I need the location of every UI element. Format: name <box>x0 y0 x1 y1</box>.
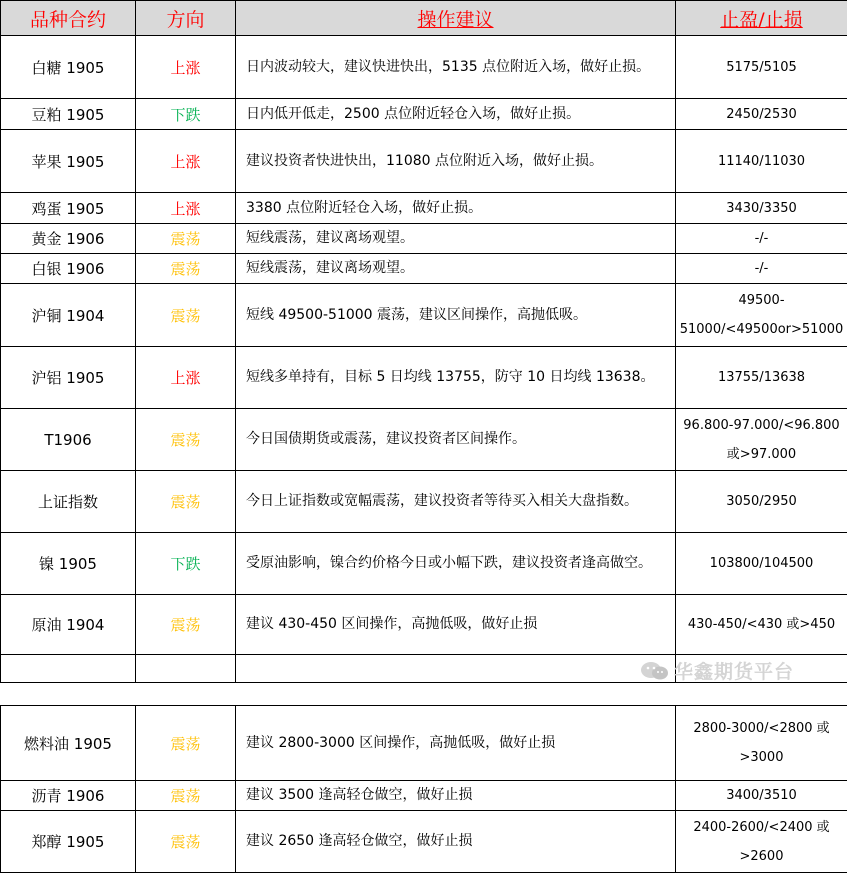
stop-cell: -/- <box>676 224 847 254</box>
stop-cell: 2400-2600/<2400 或>2600 <box>676 811 847 873</box>
variety-cell: 燃料油 1905 <box>1 706 136 781</box>
stop-cell: 11140/11030 <box>676 130 847 193</box>
stop-cell: 49500-51000/<49500or>51000 <box>676 284 847 347</box>
header-advice: 操作建议 <box>236 1 676 36</box>
table-row <box>1 595 847 655</box>
direction-cell: 震荡 <box>136 706 236 781</box>
advice-cell: 建议 430-450 区间操作，高抛低吸，做好止损 <box>236 595 676 655</box>
variety-cell: 沪铝 1905 <box>1 347 136 409</box>
direction-cell: 上涨 <box>136 193 236 224</box>
advice-cell: 短线震荡，建议离场观望。 <box>236 254 676 284</box>
wechat-icon <box>640 661 670 681</box>
stop-cell: 3050/2950 <box>676 471 847 533</box>
stop-cell: 96.800-97.000/<96.800 或>97.000 <box>676 409 847 471</box>
advice-cell: 建议 3500 逢高轻仓做空，做好止损 <box>236 781 676 811</box>
stop-cell: 2800-3000/<2800 或>3000 <box>676 706 847 781</box>
variety-cell: 白银 1906 <box>1 254 136 284</box>
stop-cell: 5175/5105 <box>676 36 847 99</box>
table-row <box>1 533 847 595</box>
stop-cell: -/- <box>676 254 847 284</box>
variety-cell: 沥青 1906 <box>1 781 136 811</box>
stop-cell: 103800/104500 <box>676 533 847 595</box>
variety-cell: 苹果 1905 <box>1 130 136 193</box>
variety-cell: 郑醇 1905 <box>1 811 136 873</box>
advice-cell: 短线 49500-51000 震荡，建议区间操作，高抛低吸。 <box>236 284 676 347</box>
table-row <box>1 130 847 193</box>
advice-cell: 今日上证指数或宽幅震荡，建议投资者等待买入相关大盘指数。 <box>236 471 676 533</box>
variety-cell: 原油 1904 <box>1 595 136 655</box>
advice-cell: 短线震荡，建议离场观望。 <box>236 224 676 254</box>
table-row <box>1 99 847 130</box>
variety-cell: 鸡蛋 1905 <box>1 193 136 224</box>
direction-cell: 震荡 <box>136 284 236 347</box>
direction-cell: 下跌 <box>136 533 236 595</box>
direction-cell: 震荡 <box>136 224 236 254</box>
variety-cell: 上证指数 <box>1 471 136 533</box>
variety-cell: 镍 1905 <box>1 533 136 595</box>
strategy-table-continued <box>0 705 847 873</box>
watermark <box>640 657 794 684</box>
direction-cell: 震荡 <box>136 409 236 471</box>
advice-cell: 短线多单持有，目标 5 日均线 13755，防守 10 日均线 13638。 <box>236 347 676 409</box>
variety-cell: 黄金 1906 <box>1 224 136 254</box>
direction-cell: 上涨 <box>136 130 236 193</box>
direction-cell: 震荡 <box>136 471 236 533</box>
table-row <box>1 781 847 811</box>
table-row <box>1 254 847 284</box>
direction-cell: 下跌 <box>136 99 236 130</box>
direction-cell: 震荡 <box>136 781 236 811</box>
direction-cell: 上涨 <box>136 36 236 99</box>
stop-cell: 13755/13638 <box>676 347 847 409</box>
table-row <box>1 409 847 471</box>
direction-cell: 震荡 <box>136 811 236 873</box>
advice-cell: 受原油影响，镍合约价格今日或小幅下跌，建议投资者逢高做空。 <box>236 533 676 595</box>
advice-cell: 日内波动较大，建议快进快出，5135 点位附近入场，做好止损。 <box>236 36 676 99</box>
stop-cell: 430-450/<430 或>450 <box>676 595 847 655</box>
advice-cell: 3380 点位附近轻仓入场，做好止损。 <box>236 193 676 224</box>
variety-cell: 白糖 1905 <box>1 36 136 99</box>
table-row <box>1 347 847 409</box>
advice-cell: 今日国债期货或震荡，建议投资者区间操作。 <box>236 409 676 471</box>
table-row <box>1 224 847 254</box>
watermark-text: 华鑫期货平台 <box>674 661 795 683</box>
advice-cell: 建议投资者快进快出，11080 点位附近入场，做好止损。 <box>236 130 676 193</box>
variety-cell: 豆粕 1905 <box>1 99 136 130</box>
variety-cell: T1906 <box>1 409 136 471</box>
advice-cell: 建议 2650 逢高轻仓做空，做好止损 <box>236 811 676 873</box>
direction-cell: 上涨 <box>136 347 236 409</box>
table-row <box>1 36 847 99</box>
advice-cell: 建议 2800-3000 区间操作，高抛低吸，做好止损 <box>236 706 676 781</box>
table-row <box>1 471 847 533</box>
direction-cell: 震荡 <box>136 595 236 655</box>
table-row <box>1 706 847 781</box>
header-row <box>1 1 847 36</box>
variety-cell: 沪铜 1904 <box>1 284 136 347</box>
header-direction: 方向 <box>136 1 236 36</box>
header-variety: 品种合约 <box>1 1 136 36</box>
stop-cell: 3430/3350 <box>676 193 847 224</box>
table-row <box>1 811 847 873</box>
advice-cell: 日内低开低走，2500 点位附近轻仓入场，做好止损。 <box>236 99 676 130</box>
table-row <box>1 284 847 347</box>
stop-cell: 2450/2530 <box>676 99 847 130</box>
table-row <box>1 193 847 224</box>
stop-cell: 3400/3510 <box>676 781 847 811</box>
header-stop: 止盈/止损 <box>676 1 847 36</box>
direction-cell: 震荡 <box>136 254 236 284</box>
